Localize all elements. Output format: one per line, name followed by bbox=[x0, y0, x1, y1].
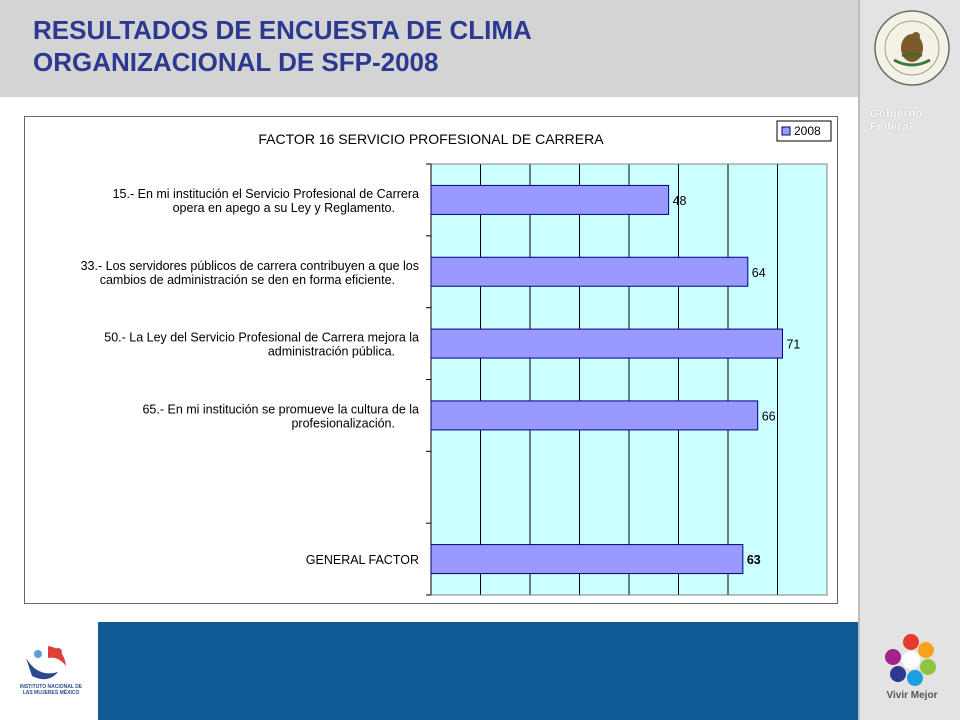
title-line-2: ORGANIZACIONAL DE SFP-2008 bbox=[33, 47, 439, 77]
bar bbox=[431, 329, 782, 358]
gobierno-label: Gobierno bbox=[870, 108, 923, 120]
federal-label: Federal bbox=[870, 121, 913, 133]
branding-panel bbox=[858, 0, 960, 720]
data-label: 48 bbox=[672, 193, 687, 208]
vivir-mejor-logo-icon bbox=[878, 630, 944, 690]
footer-band bbox=[98, 622, 858, 720]
legend-swatch bbox=[782, 127, 790, 135]
category-label: cambios de administración se den en forma eficiente. bbox=[99, 272, 395, 287]
data-label: 64 bbox=[751, 265, 766, 280]
chart-title: FACTOR 16 SERVICIO PROFESIONAL DE CARRERA bbox=[258, 131, 604, 147]
category-label: 65.- En mi institución se promueve la cultura de la bbox=[142, 402, 419, 417]
data-label: 66 bbox=[761, 409, 776, 424]
legend-label: 2008 bbox=[794, 124, 821, 138]
category-label: profesionalización. bbox=[291, 416, 395, 431]
data-label: 63 bbox=[746, 553, 761, 568]
mexico-seal-icon bbox=[872, 8, 952, 88]
category-label: GENERAL FACTOR bbox=[305, 553, 419, 568]
vivir-mejor-label: Vivir Mejor bbox=[886, 690, 938, 701]
category-label: opera en apego a su Ley y Reglamento. bbox=[172, 200, 395, 215]
category-label: 15.- En mi institución el Servicio Profesional de Carrera bbox=[112, 186, 419, 201]
category-label: 50.- La Ley del Servicio Profesional de Carrera mejora la bbox=[104, 330, 419, 345]
bar-chart bbox=[25, 117, 837, 603]
data-label: 71 bbox=[786, 337, 801, 352]
page-title bbox=[33, 14, 833, 78]
category-label: administración pública. bbox=[267, 344, 395, 359]
bar bbox=[431, 257, 748, 286]
bar bbox=[431, 185, 669, 214]
bar bbox=[431, 545, 743, 574]
inmujeres-label: INSTITUTO NACIONAL DE LAS MUJERES MÉXICO bbox=[19, 684, 83, 696]
category-label: 33.- Los servidores públicos de carrera contribuyen a que los bbox=[80, 258, 419, 273]
bar bbox=[431, 401, 758, 430]
chart-container bbox=[24, 116, 838, 604]
header-bar bbox=[0, 0, 858, 97]
gobierno-federal-logo bbox=[870, 108, 958, 134]
title-line-1: RESULTADOS DE ENCUESTA DE CLIMA bbox=[33, 15, 532, 45]
